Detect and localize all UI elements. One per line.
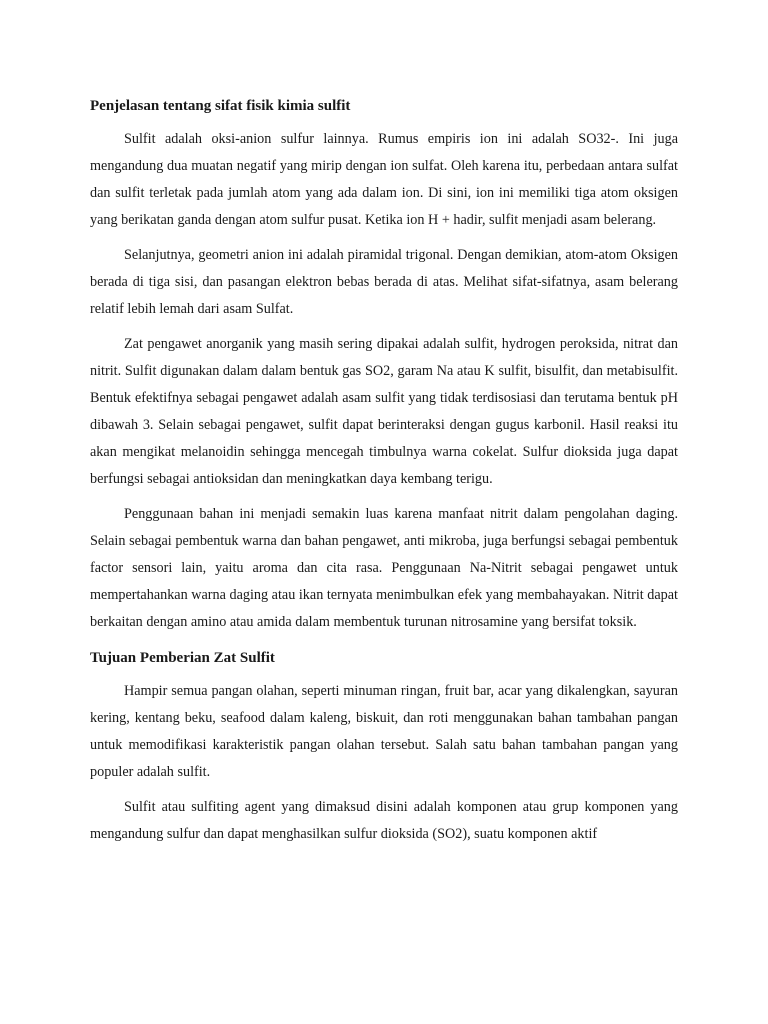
paragraph: Sulfit atau sulfiting agent yang dimaksud disini adalah komponen atau grup komponen yang mengandung sulfur dan dapat menghasilkan sulfur dioksida (SO2), suatu komponen aktif — [90, 799, 678, 842]
section-heading: Tujuan Pemberian Zat Sulfit — [90, 650, 275, 666]
paragraph: Zat pengawet anorganik yang masih sering dipakai adalah sulfit, hydrogen peroksida, nitrat dan nitrit. Sulfit digunakan dalam dalam bentuk gas SO2, garam Na atau K sulfit, bisulfit, dan metabisulfit. Bentuk efektifnya sebagai pengawet adalah asam sulfit yang tidak terdisosiasi dan terutama bentuk pH dibawah 3. Selain sebagai pengawet, sulfit dapat berinteraksi dengan gugus karbonil. Hasil reaksi itu akan mengikat melanoidin sehingga mencegah timbulnya warna cokelat. Sulfur dioksida juga dapat berfungsi sebagai antioksidan dan meningkatkan daya kembang terigu. — [90, 336, 678, 487]
paragraph: Sulfit adalah oksi-anion sulfur lainnya. Rumus empiris ion ini adalah SO32-. Ini juga mengandung dua muatan negatif yang mirip dengan ion sulfat. Oleh karena itu, perbedaan antara sulfat dan sulfit terletak pada jumlah atom yang ada dalam ion. Di sini, ion ini memiliki tiga atom oksigen yang berikatan ganda dengan atom sulfur pusat. Ketika ion H + hadir, sulfit menjadi asam belerang. — [90, 131, 678, 228]
paragraph: Selanjutnya, geometri anion ini adalah piramidal trigonal. Dengan demikian, atom-atom Oksigen berada di tiga sisi, dan pasangan elektron bebas berada di atas. Melihat sifat-sifatnya, asam belerang relatif lebih lemah dari asam Sulfat. — [90, 247, 678, 317]
section-heading: Penjelasan tentang sifat fisik kimia sulfit — [90, 98, 351, 114]
paragraph: Penggunaan bahan ini menjadi semakin luas karena manfaat nitrit dalam pengolahan daging. Selain sebagai pembentuk warna dan bahan pengawet, anti mikroba, juga berfungsi sebagai pembentuk factor sensori lain, yaitu aroma dan cita rasa. Penggunaan Na-Nitrit sebagai pengawet untuk mempertahankan warna daging atau ikan ternyata menimbulkan efek yang membahayakan. Nitrit dapat berkaitan dengan amino atau amida dalam membentuk turunan nitrosamine yang bersifat toksik. — [90, 506, 678, 630]
paragraph: Hampir semua pangan olahan, seperti minuman ringan, fruit bar, acar yang dikalengkan, sayuran kering, kentang beku, seafood dalam kaleng, biskuit, dan roti menggunakan bahan tambahan pangan untuk memodifikasi karakteristik pangan olahan tersebut. Salah satu bahan tambahan pangan yang populer adalah sulfit. — [90, 683, 678, 780]
